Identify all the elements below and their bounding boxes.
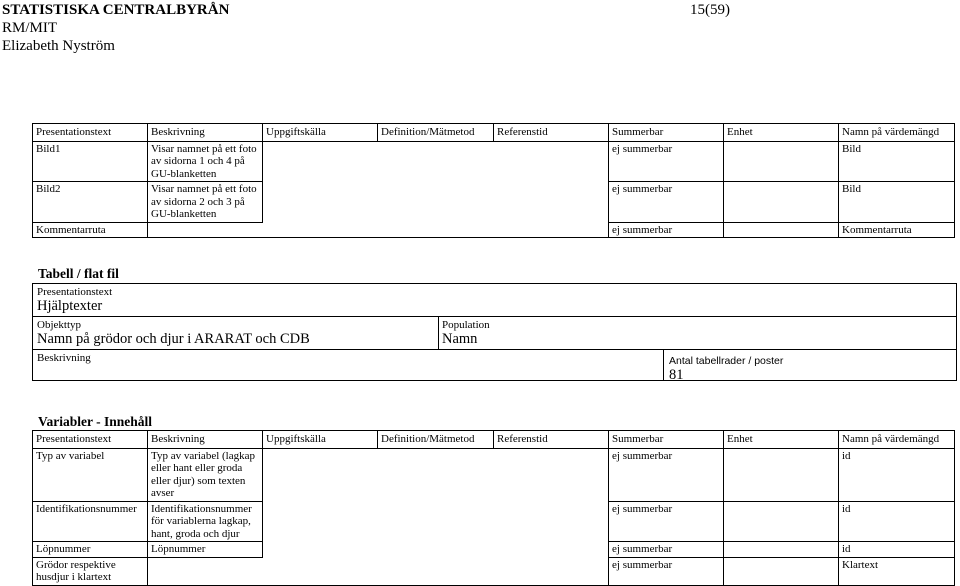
presentation-cell: Löpnummer [33,542,148,558]
section-title-variabler: Variabler - Innehåll [38,414,153,429]
presentation-cell: Typ av variabel [33,448,148,501]
column-header: Beskrivning [148,431,263,449]
value-domain-cell: id [839,501,955,542]
presentation-row [33,284,956,317]
summerbar-cell: ej summerbar [609,501,724,542]
table-header-row [33,124,955,142]
value-domain-cell: Bild [839,182,955,223]
empty-cell [724,182,839,223]
description-cell: Visar namnet på ett foto av sidorna 1 och 4 på GU-blanketten [148,141,263,182]
column-header: Uppgiftskälla [263,124,378,142]
table-row [33,448,955,501]
table-row [33,542,955,558]
object-row [33,317,956,350]
population-value: Namn [442,331,478,347]
column-header: Referenstid [494,431,609,449]
table-row [33,182,955,223]
value-domain-cell: id [839,542,955,558]
column-header: Presentationstext [33,431,148,449]
column-header: Summerbar [609,124,724,142]
column-header: Summerbar [609,431,724,449]
presentation-cell: Kommentarruta [33,222,148,238]
table-info-box [32,283,957,381]
empty-cell [263,141,609,182]
row-count-label: Antal tabellrader / poster [669,355,784,367]
description-row [33,350,956,383]
empty-cell [724,557,839,585]
value-domain-cell: Klartext [839,557,955,585]
presentation-cell: Identifikationsnummer [33,501,148,542]
department: RM/MIT [2,20,58,36]
presentation-cell: Bild1 [33,141,148,182]
value-domain-cell: Bild [839,141,955,182]
summerbar-cell: ej summerbar [609,448,724,501]
page-number: 15(59) [690,2,730,18]
column-header: Uppgiftskälla [263,431,378,449]
empty-cell [263,542,609,558]
column-header: Definition/Mätmetod [378,124,494,142]
description-cell: Visar namnet på ett foto av sidorna 2 och 3 på GU-blanketten [148,182,263,223]
empty-cell [724,448,839,501]
description-cell: Typ av variabel (lagkap eller hant eller groda eller djur) som texten avser [148,448,263,501]
empty-cell [263,501,609,542]
content-table-variables [32,430,955,586]
table-row [33,501,955,542]
column-header: Namn på värdemängd [839,124,955,142]
presentation-label: Presentationstext [37,286,113,298]
document-header [2,1,229,55]
object-type-value: Namn på grödor och djur i ARARAT och CDB [37,331,310,347]
organization-name: STATISTISKA CENTRALBYRÅN [2,2,230,18]
presentation-cell: Bild2 [33,182,148,223]
population-label: Population [442,319,490,331]
column-header: Presentationstext [33,124,148,142]
section-title-tabell: Tabell / flat fil [38,266,119,281]
cell-divider [663,350,664,380]
table-row [33,557,955,585]
empty-cell [724,222,839,238]
content-table-1 [32,123,955,238]
empty-cell [263,182,609,223]
summerbar-cell: ej summerbar [609,141,724,182]
summerbar-cell: ej summerbar [609,222,724,238]
value-domain-cell: id [839,448,955,501]
column-header: Beskrivning [148,124,263,142]
summerbar-cell: ej summerbar [609,557,724,585]
empty-cell [263,448,609,501]
empty-cell [148,222,609,238]
description-cell: Identifikationsnummer för variablerna lagkap, hant, groda och djur [148,501,263,542]
row-count-value: 81 [669,367,684,383]
summerbar-cell: ej summerbar [609,182,724,223]
column-header: Referenstid [494,124,609,142]
empty-cell [724,501,839,542]
empty-cell [724,542,839,558]
cell-divider [438,317,439,349]
summerbar-cell: ej summerbar [609,542,724,558]
empty-cell [148,557,609,585]
description-cell: Löpnummer [148,542,263,558]
column-header: Enhet [724,431,839,449]
table-row [33,222,955,238]
presentation-cell: Grödor respektive husdjur i klartext [33,557,148,585]
description-label: Beskrivning [37,352,91,364]
presentation-value: Hjälptexter [37,298,103,314]
column-header: Namn på värdemängd [839,431,955,449]
table-row [33,141,955,182]
table-header-row [33,431,955,449]
column-header: Enhet [724,124,839,142]
author-name: Elizabeth Nyström [2,38,115,54]
empty-cell [724,141,839,182]
value-domain-cell: Kommentarruta [839,222,955,238]
column-header: Definition/Mätmetod [378,431,494,449]
object-type-label: Objekttyp [37,319,81,331]
